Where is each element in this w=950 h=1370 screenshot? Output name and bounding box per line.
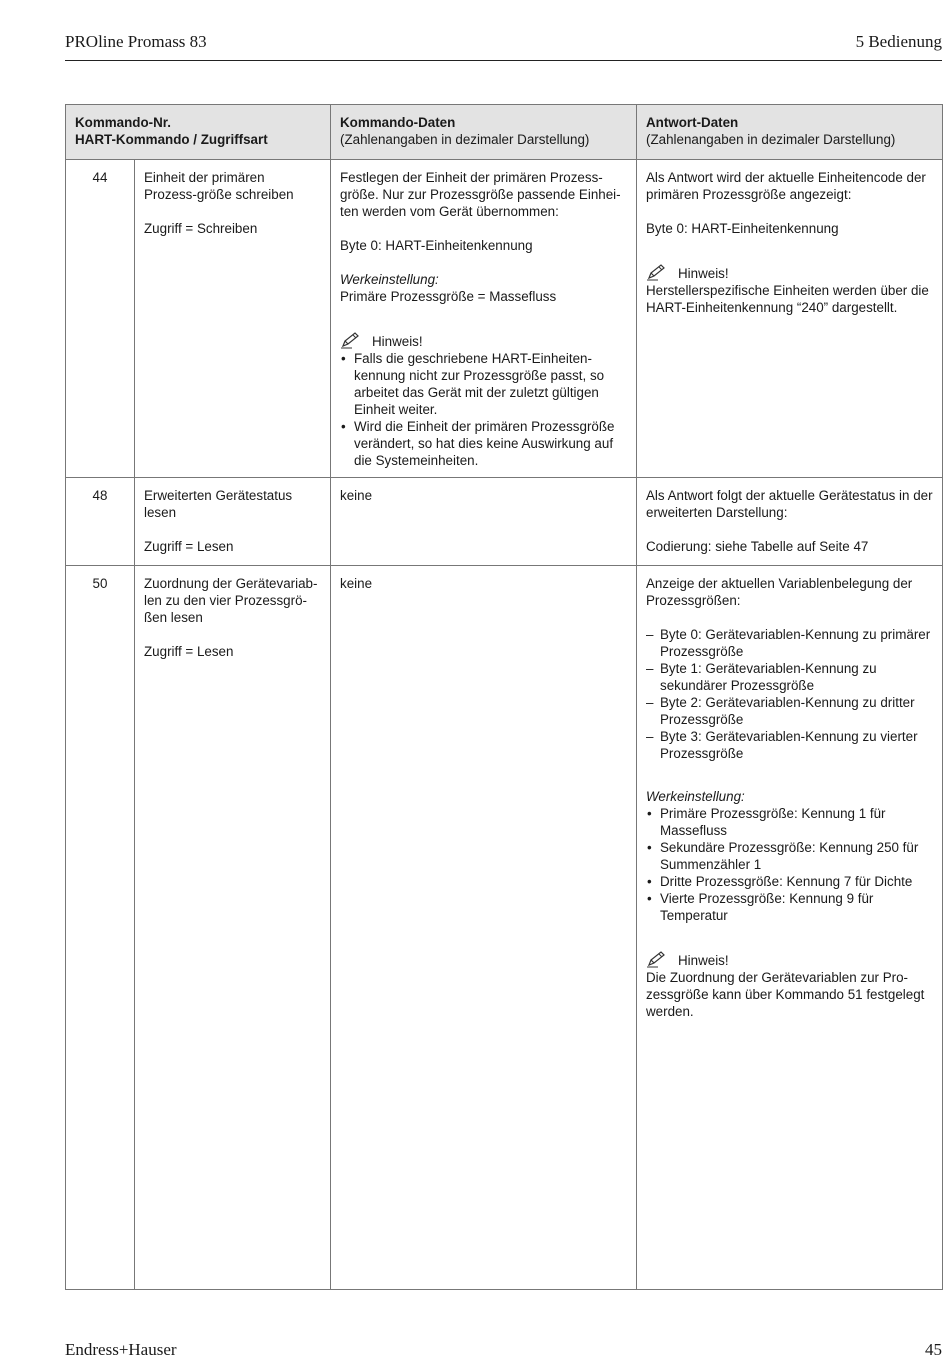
header-cell-command-no	[66, 105, 331, 160]
command-data-byte: Byte 0: HART-Einheitenkennung	[340, 238, 533, 253]
response-data-text: Anzeige der aktuellen Variablenbelegung der Prozessgrößen:	[646, 576, 913, 608]
hint-label: Hinweis!	[678, 266, 729, 281]
response-data-byte: Byte 0: HART-Einheitenkennung	[646, 221, 839, 236]
command-data-cell	[331, 566, 637, 1290]
list-item: • Falls die geschriebene HART-Einheiten-kennung nicht zur Prozessgröße passt, so arbeitet das Gerät mit der zuletzt gültigen Einheit weiter.	[340, 350, 627, 418]
list-item: – Byte 0: Gerätevariablen-Kennung zu primärer Prozessgröße	[646, 626, 933, 660]
command-number: 44	[66, 160, 135, 478]
table-row	[66, 566, 943, 1290]
response-coding: Codierung: siehe Tabelle auf Seite 47	[646, 539, 869, 554]
header-cell-response-data	[637, 105, 943, 160]
header-cell-command-data	[331, 105, 637, 160]
pencil-note-icon	[646, 263, 668, 281]
pencil-note-icon	[646, 950, 668, 968]
table-header-row	[66, 105, 943, 160]
command-data-text: keine	[340, 488, 373, 503]
list-item: – Byte 3: Gerätevariablen-Kennung zu vierter Prozessgröße	[646, 728, 933, 762]
factory-setting	[340, 271, 627, 305]
list-item: • Dritte Prozessgröße: Kennung 7 für Dichte	[646, 873, 933, 890]
response-data-cell	[637, 478, 943, 566]
command-access: Zugriff = Lesen	[144, 644, 234, 659]
response-data-text: Als Antwort folgt der aktuelle Gerätestatus in der erweiterten Darstellung:	[646, 488, 933, 520]
hint-bullet-list	[340, 350, 627, 469]
hint-text: Herstellerspezifische Einheiten werden über die HART-Einheitenkennung “240” dargestellt.	[646, 283, 929, 315]
command-name: Erweiterten Gerätestatus lesen	[144, 488, 293, 520]
list-item: – Byte 1: Gerätevariablen-Kennung zu sekundärer Prozessgröße	[646, 660, 933, 694]
list-item: • Vierte Prozessgröße: Kennung 9 für Temperatur	[646, 890, 933, 924]
hint-block	[646, 950, 933, 969]
response-data-cell	[637, 160, 943, 478]
page-header	[65, 30, 942, 61]
command-access: Zugriff = Lesen	[144, 539, 234, 554]
list-item: • Sekundäre Prozessgröße: Kennung 250 für Summenzähler 1	[646, 839, 933, 873]
table-row	[66, 478, 943, 566]
command-name-cell	[135, 566, 331, 1290]
table-row	[66, 160, 943, 478]
header-response-data-label: Antwort-Daten	[646, 115, 739, 130]
command-data-text: keine	[340, 576, 373, 591]
hint-label: Hinweis!	[678, 953, 729, 968]
header-chapter-title: 5 Bedienung	[855, 32, 942, 51]
command-name-cell	[135, 160, 331, 478]
factory-setting-label: Werkeinstellung:	[340, 272, 439, 287]
factory-setting-list	[646, 805, 933, 924]
command-data-cell	[331, 478, 637, 566]
command-name-cell	[135, 478, 331, 566]
header-response-data-note: (Zahlenangaben in dezimaler Darstellung)	[646, 132, 896, 147]
command-data-cell	[331, 160, 637, 478]
hint-text: Die Zuordnung der Gerätevariablen zur Pro-zessgröße kann über Kommando 51 festgelegt werden.	[646, 970, 925, 1019]
pencil-note-icon	[340, 331, 362, 349]
command-access: Zugriff = Schreiben	[144, 221, 258, 236]
hint-block	[340, 331, 627, 350]
hint-block	[646, 263, 933, 282]
list-item: – Byte 2: Gerätevariablen-Kennung zu dritter Prozessgröße	[646, 694, 933, 728]
command-data-text: Festlegen der Einheit der primären Prozess-größe. Nur zur Prozessgröße passende Einhei-ten werden vom Gerät übernommen:	[340, 170, 621, 219]
footer-page-number: 45	[925, 1340, 942, 1359]
header-command-access-label: HART-Kommando / Zugriffsart	[75, 132, 268, 147]
header-command-no-label: Kommando-Nr.	[75, 115, 171, 130]
factory-setting-label: Werkeinstellung:	[646, 789, 745, 804]
header-command-data-label: Kommando-Daten	[340, 115, 456, 130]
command-name: Zuordnung der Gerätevariab-len zu den vier Prozessgrö-ßen lesen	[144, 576, 318, 625]
command-number: 48	[66, 478, 135, 566]
response-data-cell	[637, 566, 943, 1290]
response-data-text: Als Antwort wird der aktuelle Einheitencode der primären Prozessgröße angezeigt:	[646, 170, 926, 202]
header-command-data-note: (Zahlenangaben in dezimaler Darstellung)	[340, 132, 590, 147]
header-product-title: PROline Promass 83	[65, 32, 207, 51]
list-item: • Wird die Einheit der primären Prozessgröße verändert, so hat dies keine Auswirkung auf die Systemeinheiten.	[340, 418, 627, 469]
footer-company-name: Endress+Hauser	[65, 1340, 177, 1359]
byte-assignment-list	[646, 626, 933, 762]
factory-setting-value: Primäre Prozessgröße = Massefluss	[340, 289, 557, 304]
hart-command-table	[65, 104, 943, 1290]
command-name: Einheit der primären Prozess-größe schreiben	[144, 170, 294, 202]
hint-label: Hinweis!	[372, 334, 423, 349]
list-item: • Primäre Prozessgröße: Kennung 1 für Massefluss	[646, 805, 933, 839]
command-number: 50	[66, 566, 135, 1290]
